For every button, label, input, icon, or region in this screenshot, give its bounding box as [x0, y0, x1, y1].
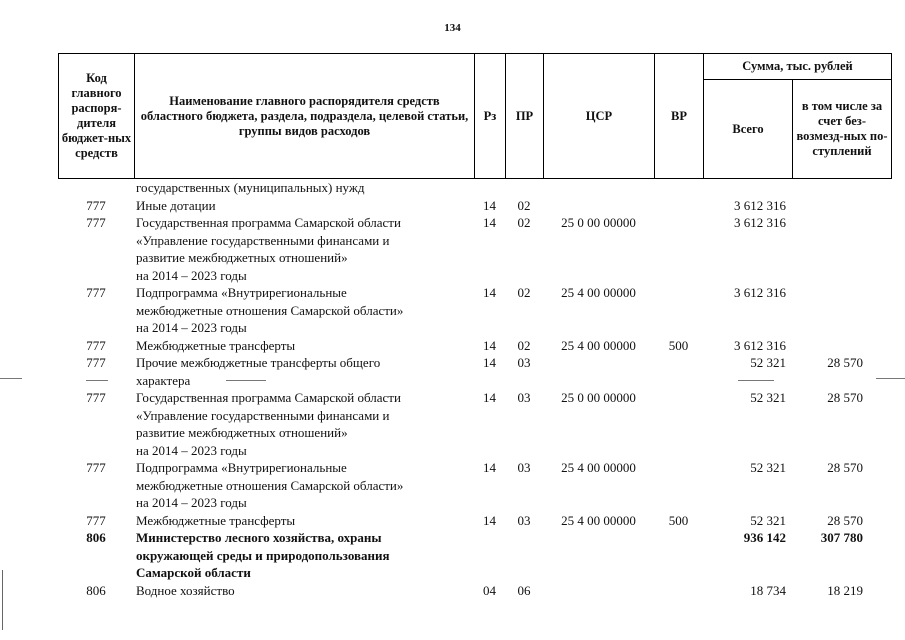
cell-rz: 14: [483, 215, 496, 230]
cell-gratuitous: [792, 337, 891, 355]
cell-code: 777: [86, 337, 106, 353]
header-name: Наименование главного распорядителя средств областного бюджета, раздела, подраздела, целевой статьи, группы видов расходов: [135, 54, 475, 179]
cell-pr: 06: [517, 582, 531, 598]
table-row: [58, 354, 891, 389]
cell-pr: 02: [517, 285, 531, 300]
cell-csr: 25 4 00 00000: [561, 337, 636, 353]
cell-name: Водное хозяйство: [136, 582, 235, 598]
cell-csr: [543, 529, 654, 582]
cell-vr: [654, 214, 703, 284]
cell-rz: 14: [483, 337, 496, 353]
cell-pr: 03: [517, 460, 531, 475]
cell-csr: 25 4 00 00000: [561, 285, 636, 300]
cell-code: 777: [86, 512, 106, 528]
cell-name: государственных (муниципальных) нужд: [136, 180, 365, 195]
cell-code: 777: [86, 197, 106, 213]
cell-gratuitous: 28 570: [827, 390, 863, 405]
cell-code: 806: [86, 530, 106, 545]
cell-vr: [654, 354, 703, 389]
scan-artifact-edge: [2, 570, 3, 630]
scan-artifact-line: [738, 380, 774, 381]
cell-csr: [543, 179, 654, 197]
cell-pr: 03: [517, 355, 531, 370]
cell-csr: 25 4 00 00000: [561, 460, 636, 475]
cell-vr: [654, 284, 703, 337]
cell-pr: 02: [517, 215, 531, 230]
cell-rz: 14: [483, 285, 496, 300]
table-row: [58, 529, 891, 582]
header-sum: Сумма, тыс. рублей: [704, 54, 892, 80]
header-gratuitous: в том числе за счет без-возмезд-ных по-ступлений: [793, 80, 892, 179]
cell-total: 3 612 316: [734, 197, 786, 213]
cell-vr: 500: [668, 512, 689, 528]
cell-csr: 25 4 00 00000: [561, 512, 636, 528]
header-code: Код главного распоря-дителя бюджет-ных средств: [59, 54, 135, 179]
cell-total: 52 321: [750, 355, 786, 370]
cell-gratuitous: 28 570: [827, 355, 863, 370]
cell-pr: 02: [517, 197, 531, 213]
cell-total: [703, 179, 792, 197]
table-row: [58, 214, 891, 284]
page-number: 134: [444, 22, 461, 34]
cell-gratuitous: [792, 214, 891, 284]
cell-name: Межбюджетные трансферты: [136, 337, 296, 353]
cell-name: Прочие межбюджетные трансферты общего характера: [136, 355, 381, 388]
header-vr: ВР: [655, 54, 704, 179]
cell-csr: 25 0 00 00000: [561, 215, 636, 230]
table-row: [58, 582, 891, 600]
scan-artifact-line: [876, 378, 905, 379]
budget-table: [58, 179, 891, 599]
cell-name: Иные дотации: [136, 197, 216, 213]
cell-csr: [543, 582, 654, 600]
cell-pr: 02: [517, 337, 531, 353]
cell-csr: 25 0 00 00000: [561, 390, 636, 405]
header-total: Всего: [704, 80, 793, 179]
cell-name: Подпрограмма «Внутрирегиональные межбюджетные отношения Самарской области» на 2014 – 2023 годы: [136, 285, 404, 335]
cell-vr: 500: [668, 337, 689, 353]
cell-gratuitous: [792, 284, 891, 337]
cell-gratuitous: [792, 179, 891, 197]
cell-total: 936 142: [743, 530, 786, 545]
cell-rz: 14: [483, 197, 496, 213]
cell-code: 806: [86, 582, 106, 598]
cell-rz: 14: [483, 512, 496, 528]
cell-pr: 03: [517, 390, 531, 405]
cell-vr: [654, 197, 703, 215]
cell-vr: [654, 529, 703, 582]
cell-rz: 14: [483, 460, 496, 475]
cell-total: 3 612 316: [734, 337, 786, 353]
cell-code: [58, 179, 134, 197]
cell-code: 777: [86, 355, 106, 370]
table-row: [58, 179, 891, 197]
cell-name: Подпрограмма «Внутрирегиональные межбюджетные отношения Самарской области» на 2014 – 2023 годы: [136, 460, 404, 510]
cell-name: Министерство лесного хозяйства, охраны окружающей среды и природопользования Самарской области: [136, 530, 390, 580]
table-row: [58, 284, 891, 337]
header-pr: ПР: [506, 54, 544, 179]
cell-gratuitous: 28 570: [827, 460, 863, 475]
cell-rz: 14: [483, 390, 496, 405]
cell-total: 52 321: [750, 460, 786, 475]
cell-rz: 14: [483, 355, 496, 370]
cell-gratuitous: 307 780: [820, 530, 863, 545]
cell-rz: [474, 179, 505, 197]
scan-artifact-line: [226, 380, 266, 381]
cell-pr: [505, 179, 543, 197]
cell-code: 777: [86, 390, 106, 405]
cell-csr: [543, 197, 654, 215]
cell-total: 3 612 316: [734, 215, 786, 230]
cell-name: Государственная программа Самарской области «Управление государственными финансами и развитие межбюджетных отношений» на 2014 – 2023 годы: [136, 390, 401, 458]
cell-total: 3 612 316: [734, 285, 786, 300]
cell-code: 777: [86, 285, 106, 300]
cell-csr: [543, 354, 654, 389]
cell-code: 777: [86, 460, 106, 475]
cell-rz: 04: [483, 582, 496, 598]
table-header: [58, 53, 892, 179]
cell-name: Государственная программа Самарской области «Управление государственными финансами и развитие межбюджетных отношений» на 2014 – 2023 годы: [136, 215, 401, 283]
cell-vr: [654, 582, 703, 600]
cell-total: 52 321: [750, 390, 786, 405]
table-row: [58, 197, 891, 215]
cell-pr: [505, 529, 543, 582]
cell-rz: [474, 529, 505, 582]
scan-artifact-line: [0, 378, 22, 379]
scan-artifact-line: [86, 380, 108, 381]
cell-vr: [654, 179, 703, 197]
cell-vr: [654, 389, 703, 459]
cell-pr: 03: [517, 512, 531, 528]
cell-total: 18 734: [750, 582, 786, 598]
cell-name: Межбюджетные трансферты: [136, 512, 296, 528]
table-row: [58, 389, 891, 459]
cell-gratuitous: 28 570: [827, 512, 863, 528]
table-row: [58, 512, 891, 530]
cell-gratuitous: 18 219: [827, 582, 863, 598]
header-csr: ЦСР: [544, 54, 655, 179]
cell-total: 52 321: [750, 512, 786, 528]
cell-vr: [654, 459, 703, 512]
table-row: [58, 459, 891, 512]
cell-code: 777: [86, 215, 106, 230]
table-row: [58, 337, 891, 355]
header-rz: Рз: [475, 54, 506, 179]
cell-gratuitous: [792, 197, 891, 215]
